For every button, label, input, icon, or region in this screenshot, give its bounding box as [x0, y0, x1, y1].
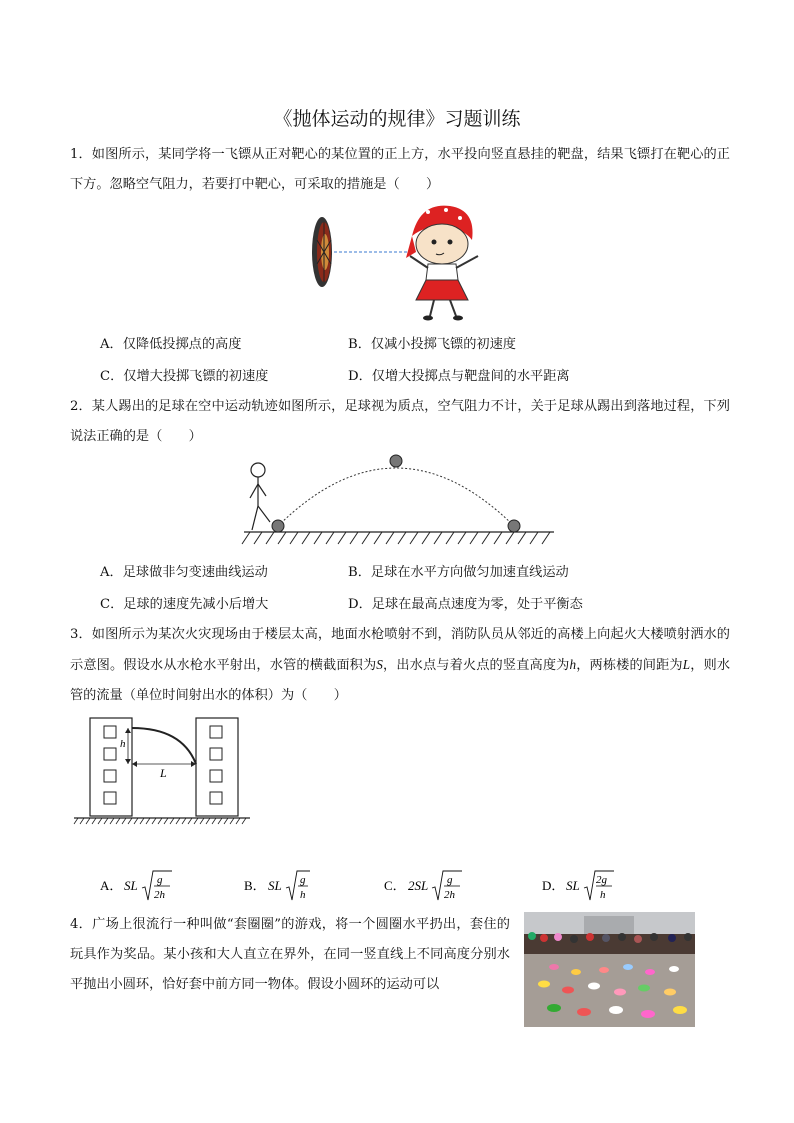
svg-text:2h: 2h — [154, 889, 165, 901]
question-1-text: 1．如图所示，某同学将一飞镖从正对靶心的某位置的正上方，水平投向竖直悬挂的靶盘，结果飞镖打在靶心的正下方。忽略空气阻力，若要打中靶心，可采取的措施是（ ） — [70, 147, 730, 192]
svg-text:g: g — [157, 874, 163, 886]
svg-text:SL: SL — [566, 878, 580, 893]
svg-text:B．: B． — [244, 878, 266, 893]
svg-text:A．: A． — [100, 878, 123, 893]
question-4-text: 4．广场上很流行一种叫做“套圈圈”的游戏，将一个圆圈水平扔出，套住的玩具作为奖品。某小孩和大人直立在界外，在同一竖直线上不同高度分别水平抛出小圆环，恰好套中前方同一物体。假设小圆环的运动可以 — [70, 917, 510, 992]
svg-text:2SL: 2SL — [408, 878, 429, 893]
figure-label-l: L — [160, 766, 167, 780]
q1-option-c[interactable]: C．仅增大投掷飞镖的初速度 — [100, 369, 269, 384]
svg-text:g: g — [300, 874, 306, 886]
q2-option-a[interactable]: A．足球做非匀变速曲线运动 — [100, 565, 268, 580]
var-h: h — [569, 657, 577, 672]
question-3-text: 3．如图所示为某次火灾现场由于楼层太高，地面水枪喷射不到，消防队员从邻近的高楼上向起火大楼喷射洒水的示意图。假设水从水枪水平射出，水管的横截面积为S，出水点与着火点的竖直高度为h，两栋楼的间距为L，则水管的流量（单位时间射出水的体积）为（ ） — [70, 627, 731, 703]
fire-buildings-figure — [72, 714, 252, 829]
football-trajectory-figure — [236, 450, 556, 550]
svg-text:h: h — [600, 889, 606, 901]
svg-text:C．: C． — [384, 878, 406, 893]
svg-text:g: g — [447, 874, 453, 886]
q3-option-b[interactable] — [244, 868, 354, 908]
svg-text:SL: SL — [268, 878, 282, 893]
svg-text:2h: 2h — [444, 889, 455, 901]
svg-text:D．: D． — [542, 878, 565, 893]
q2-option-d[interactable]: D．足球在最高点速度为零，处于平衡态 — [348, 597, 583, 612]
dart-girl-figure — [300, 200, 500, 322]
question-2-text: 2．某人踢出的足球在空中运动轨迹如图所示，足球视为质点，空气阻力不计，关于足球从踢出到落地过程，下列说法正确的是（ ） — [70, 399, 730, 444]
var-l: L — [682, 657, 691, 672]
svg-text:h: h — [300, 889, 306, 901]
svg-text:2g: 2g — [596, 874, 607, 886]
q3-option-a[interactable] — [100, 868, 210, 908]
q1-option-b[interactable]: B．仅减小投掷飞镖的初速度 — [348, 337, 516, 352]
q1-option-a[interactable]: A．仅降低投掷点的高度 — [100, 337, 242, 352]
q3-option-d[interactable] — [542, 868, 652, 908]
ring-toss-photo — [524, 912, 695, 1027]
svg-text:SL: SL — [124, 878, 138, 893]
q2-option-b[interactable]: B．足球在水平方向做匀加速直线运动 — [348, 565, 569, 580]
var-s: S — [376, 657, 383, 672]
q2-option-c[interactable]: C．足球的速度先减小后增大 — [100, 597, 269, 612]
figure-label-h: h — [120, 738, 126, 750]
q1-option-d[interactable]: D．仅增大投掷点与靶盘间的水平距离 — [348, 369, 570, 384]
q3-option-c[interactable] — [384, 868, 494, 908]
page-title: 《抛体运动的规律》习题训练 — [273, 108, 521, 130]
